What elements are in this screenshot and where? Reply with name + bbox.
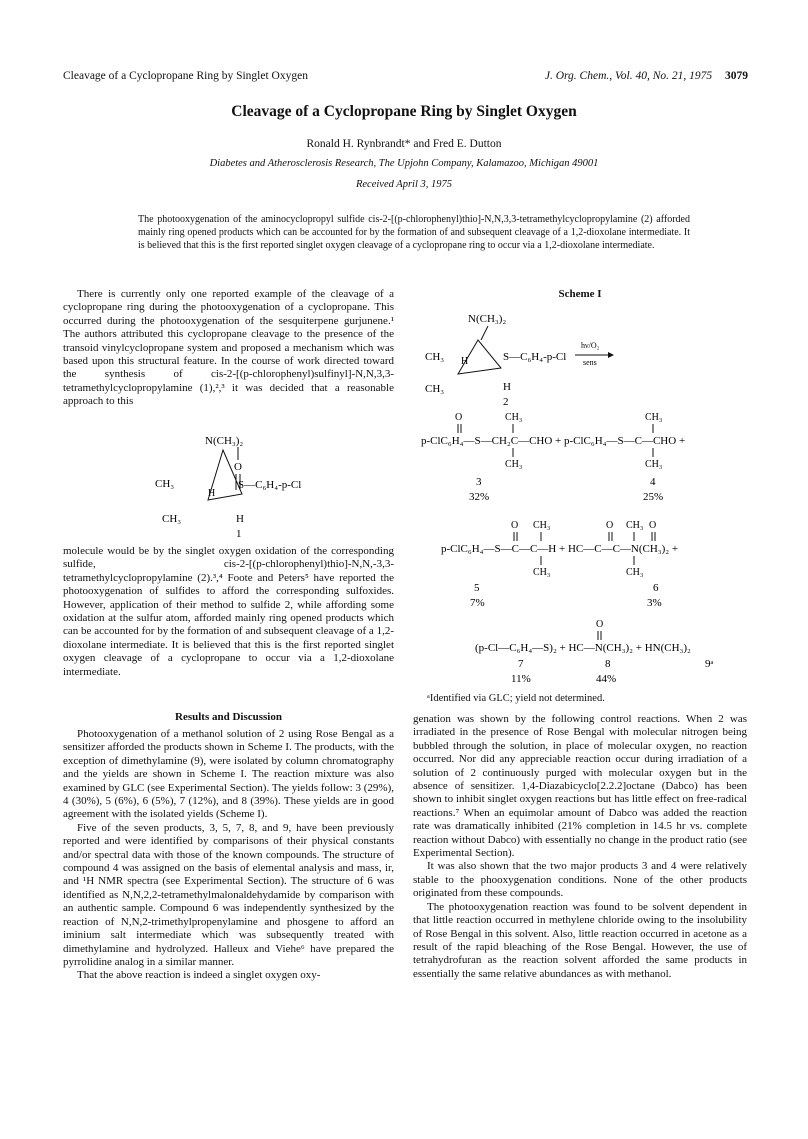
control-reactions-paragraph: genation was shown by the following control reactions. When 2 was irradiated in the presence of Rose Bengal with molecular nitrogen being bubbled through the solution, in place of molecular oxygen, no reaction occurred. Nor did any appreciable reaction occur during irradiation of a solution of 2 continuously purged with molecular oxygen but in the absence of sensitizer. 1,4-Diazabicyclo[2.2.2]octane (Dabco) has been shown to inhibit singlet oxygen reactions but has little effect on free-radical reactions.⁷ When an equimolar amount of Dabco was added the reaction rate was dramatically inhibited (21% completion in 14.5 hr vs. complete reaction without Dabco) with essentially no change in the product ratio (see Experimental Section). xyxy=(413,713,747,860)
h-label-2: H xyxy=(503,381,511,393)
intro-text: There is currently only one reported example of the cleavage of a cyclopropane ring during the photooxygenation of a cyclopropane. This occurred during the photooxygenation of the sesquiterpene gurjunene.¹ The authors attributed this cyclopropane cleavage to the presence of the transoid vinylcyclopropane system and proposed a mechanism which was based upon this structural feature. In the course of work directed toward the synthesis of cis-2-[(p-chlorophenyl)sulfinyl]-N,N,3,3-tetramethylcyclopropylamine (1),²,³ it was decided that a reasonable approach to this xyxy=(63,288,394,408)
yield-7: 11% xyxy=(511,673,531,685)
ch3-label-2: CH₃ xyxy=(162,513,182,525)
ch3-label: CH₃ xyxy=(505,412,523,423)
structure-1 xyxy=(150,432,360,542)
journal-citation: J. Org. Chem., Vol. 40, No. 21, 1975 xyxy=(544,70,713,82)
aryl-sulfinyl: S—C₆H₄-p-Cl xyxy=(238,479,302,491)
running-header-left: Cleavage of a Cyclopropane Ring by Singlet Oxygen xyxy=(63,70,308,82)
products-7-8-9-line: (p-Cl—C₆H₄—S)₂ + HC—N(CH₃)₂ + HN(CH₃)₂ xyxy=(475,642,691,654)
ch3-label-2: CH₃ xyxy=(425,383,445,395)
ch3-label: CH₃ xyxy=(626,567,644,578)
solvent-paragraph: The photooxygenation reaction was found to be solvent dependent in that little reaction occurred in methylene chloride owing to the insolubility of Rose Bengal in this solvent. Also, little reaction occurred in acetone as a result of the rapid bleaching of the Rose Bengal. However, the use of tetrahydrofuran as the reaction solvent afforded the same products in essentially the same relative abundances as with methanol. xyxy=(413,900,747,980)
h-label: H xyxy=(208,488,216,499)
oxygen-label: O xyxy=(511,520,519,531)
scheme-1 xyxy=(413,302,753,710)
affiliation: Diabetes and Atherosclerosis Research, The Upjohn Company, Kalamazoo, Michigan 49001 xyxy=(209,158,599,169)
intro-paragraph-1-cont xyxy=(63,545,394,679)
received-date: Received April 3, 1975 xyxy=(355,179,453,190)
compound-6-label: 6 xyxy=(653,582,659,594)
reaction-conditions: hν/O₂ xyxy=(581,341,600,350)
compound-9-label: 9ᵃ xyxy=(705,658,714,670)
ch3-label: CH₃ xyxy=(155,478,175,490)
ch3-label: CH₃ xyxy=(533,567,551,578)
results-paragraph-2: Five of the seven products, 3, 5, 7, 8, and 9, have been previously reported and were identified by comparisons of their physical constants and/or spectral data with those of the known compounds. The structure of compound 4 was assigned on the basis of elemental analysis and mass, ir, and ¹H NMR spectra (see Experimental Section). The structure of 6 was identified as N,N,2,2-tetramethylmalonaldehydamide by comparison with an authentic sample. Compound 6 was independently synthesized by the reaction of N,N,2-trimethylpropenylamine and phosgene to afford an iminium salt intermediate which was subsequently treated with dimethylamine and hydrolyzed. Halleux and Viehe⁶ have prepared the pyrrolidine analog in a similar manner. xyxy=(63,821,394,968)
results-paragraph-3: That the above reaction is indeed a singlet oxygen oxy- xyxy=(77,969,321,982)
compound-5-label: 5 xyxy=(474,582,480,594)
nme2-label: N(CH₃)₂ xyxy=(205,435,244,447)
products-5-6-line: p-ClC₆H₄—S—C—C—H + HC—C—C—N(CH₃)₂ + xyxy=(441,543,679,555)
yield-8: 44% xyxy=(596,673,617,685)
compound-7-label: 7 xyxy=(518,658,524,670)
compound-4-label: 4 xyxy=(650,476,656,488)
oxygen-label: O xyxy=(455,412,463,423)
h-label-2: H xyxy=(236,513,244,525)
oxygen-label: O xyxy=(234,461,242,473)
results-paragraph-1: Photooxygenation of a methanol solution of 2 using Rose Bengal as a sensitizer afforded the products shown in Scheme I. The products, with the exception of dimethylamine (9), were isolated by column chromatography and the yields are shown in Scheme I. The reaction mixture was also examined by GLC (see Experimental Section). The yields follow: 3 (29%), 4 (30%), 5 (6%), 6 (5%), 7 (12%), and 8 (39%). These yields are in good agreement with the isolated yields (Scheme I). xyxy=(63,728,394,821)
article-title: Cleavage of a Cyclopropane Ring by Singlet Oxygen xyxy=(231,103,577,120)
stability-paragraph: It was also shown that the two major products 3 and 4 were relatively stable to the phooxygenation conditions. None of the other products originated from these compounds. xyxy=(413,860,747,900)
scheme-title: Scheme I xyxy=(558,288,602,300)
authors: Ronald H. Rynbrandt* and Fred E. Dutton xyxy=(306,138,502,150)
compound-3-label: 3 xyxy=(476,476,482,488)
abstract: The photooxygenation of the aminocyclopropyl sulfide cis-2-[(p-chlorophenyl)thio]-N,N,3,3-tetramethylcyclopropylamine (2) afforded mainly ring opened products which can be accounted for by the formation of and subsequent cleavage of a 1,2-dioxolane intermediate. It is believed that this is the first reported singlet oxygen cleavage of a cyclopropane ring to occur via a 1,2-dioxolane intermediate. xyxy=(138,214,690,251)
ch3-label: CH₃ xyxy=(645,412,663,423)
h-label: H xyxy=(461,356,469,367)
sensitizer-label: sens xyxy=(583,358,597,367)
page-number: 3079 xyxy=(725,70,748,82)
aryl-sulfide: S—C₆H₄-p-Cl xyxy=(503,351,567,363)
ch3-label: CH₃ xyxy=(533,520,551,531)
yield-5: 7% xyxy=(470,597,485,609)
ch3-label: CH₃ xyxy=(626,520,644,531)
yield-6: 3% xyxy=(647,597,662,609)
oxygen-label: O xyxy=(606,520,614,531)
ch3-label: CH₃ xyxy=(645,459,663,470)
ch3-label: CH₃ xyxy=(425,351,445,363)
scheme-footnote: ᵃIdentified via GLC; yield not determined. xyxy=(427,693,605,704)
oxygen-label: O xyxy=(649,520,657,531)
yield-3: 32% xyxy=(469,491,490,503)
compound-8-label: 8 xyxy=(605,658,611,670)
oxygen-label: O xyxy=(596,619,604,630)
compound-1-label: 1 xyxy=(236,528,242,540)
intro-paragraph-1 xyxy=(63,288,394,409)
compound-2-label: 2 xyxy=(503,396,509,408)
results-text xyxy=(63,728,394,983)
yield-4: 25% xyxy=(643,491,664,503)
section-heading-results: Results and Discussion xyxy=(175,711,282,723)
products-3-4-line: p-ClC₆H₄—S—CH₂C—CHO + p-ClC₆H₄—S—C—CHO + xyxy=(421,435,686,447)
intro-text-cont: molecule would be by the singlet oxygen oxidation of the corresponding sulfide, cis-2-[(p-chlorophenyl)thio]-N,N,-3,3-tetramethylcyclopropylamine (2).³,⁴ Foote and Peters⁵ have reported the photooxygenation of sulfides to afford the corresponding sulfoxides. However, application of their method to sulfide 2, while affording some oxidation at the sulfur atom, afforded mainly ring opened products which can be accounted for by the formation of and subsequent cleavage of a 1,2-dioxolane intermediate. It is believed that this is the first reported singlet oxygen cleavage of a cyclopropane to occur via a 1,2-dioxolane intermediate. xyxy=(63,545,394,678)
right-column-text xyxy=(413,713,747,981)
ch3-label: CH₃ xyxy=(505,459,523,470)
nme2-label: N(CH₃)₂ xyxy=(468,313,507,325)
running-header-right xyxy=(545,70,748,82)
